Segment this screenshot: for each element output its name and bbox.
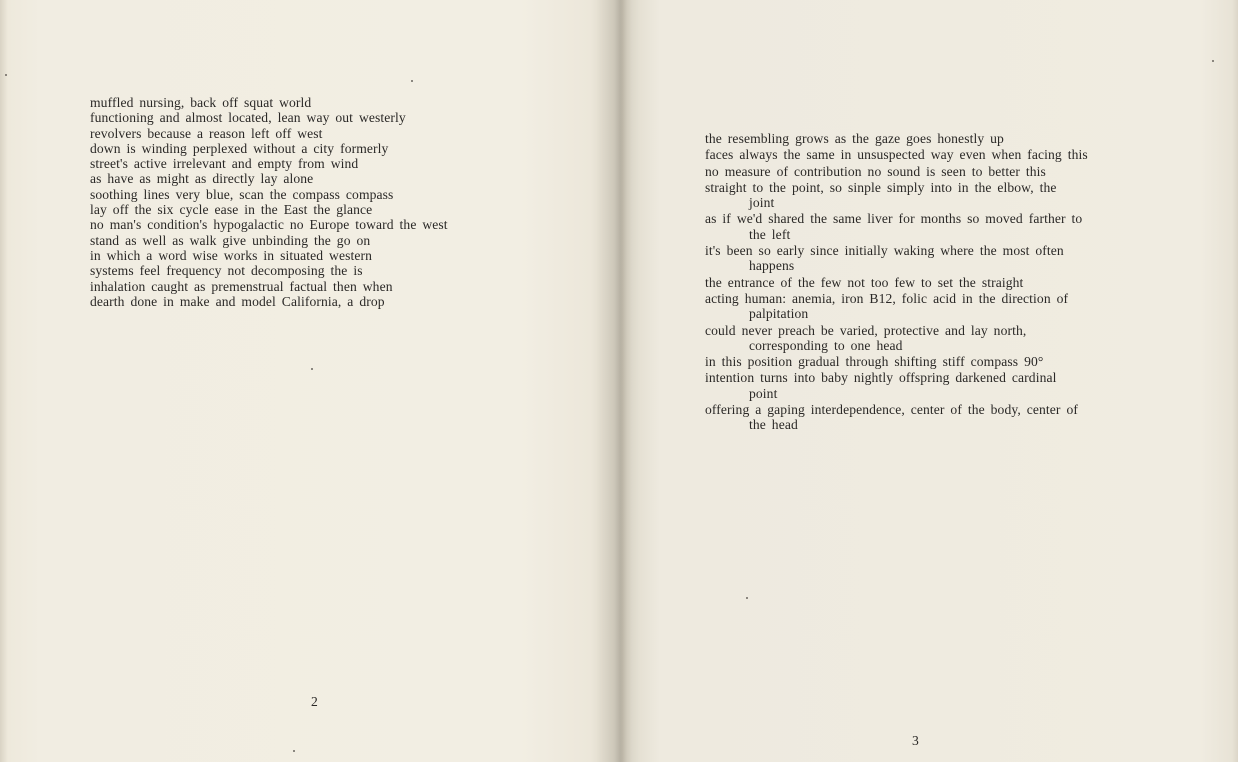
poem-line: no measure of contribution no sound is seen to better this (705, 163, 1046, 179)
poem-line: could never preach be varied, protective and lay north, (705, 322, 1027, 338)
page-number-right: 3 (912, 733, 919, 748)
poem-line: stand as well as walk give unbinding the go on (90, 232, 371, 248)
poem-line: the resembling grows as the gaze goes honestly up (705, 131, 1004, 146)
poem-line: offering a gaping interdependence, center of the body, center of (705, 402, 1078, 418)
poem-line: down is winding perplexed without a city formerly (90, 140, 389, 156)
paper-speck (411, 80, 413, 82)
paper-speck (5, 74, 7, 76)
poem-line-continuation: palpitation (749, 306, 809, 322)
poem-line: straight to the point, so sinple simply into in the elbow, the (705, 179, 1057, 195)
poem-line: intention turns into baby nightly offspring darkened cardinal (705, 370, 1057, 386)
poem-line: as if we'd shared the same liver for months so moved farther to (705, 211, 1083, 227)
poem-line: street's active irrelevant and empty from wind (90, 156, 359, 172)
poem-line: dearth done in make and model California, a drop (90, 293, 385, 309)
poem-line-continuation: point (749, 385, 778, 401)
poem-line: systems feel frequency not decomposing the is (90, 263, 363, 279)
poem-line-continuation: joint (749, 195, 775, 211)
right-page (624, 0, 1238, 762)
poem-line: as have as might as directly lay alone (90, 171, 314, 187)
poem-line-continuation: corresponding to one head (749, 337, 903, 353)
paper-speck (311, 368, 313, 370)
poem-line: acting human: anemia, iron B12, folic acid in the direction of (705, 290, 1069, 306)
poem-line: revolvers because a reason left off west (90, 125, 323, 141)
poem-line: muffled nursing, back off squat world (90, 95, 312, 110)
poem-line-continuation: the head (749, 417, 798, 433)
poem-line: soothing lines very blue, scan the compass compass (90, 186, 394, 202)
poem-line: in this position gradual through shifting stiff compass 90° (705, 354, 1044, 370)
poem-line: in which a word wise works in situated western (90, 247, 373, 263)
poem-line: no man's condition's hypogalactic no Europe toward the west (90, 217, 448, 233)
poem-line: it's been so early since initially waking where the most often (705, 243, 1064, 259)
poem-line: faces always the same in unsuspected way even when facing this (705, 147, 1088, 163)
page-number-left: 2 (311, 694, 318, 709)
left-poem (90, 95, 448, 309)
paper-speck (293, 750, 295, 752)
right-poem (705, 130, 1088, 433)
paper-speck (1212, 60, 1214, 62)
poem-line: lay off the six cycle ease in the East the glance (90, 202, 373, 218)
poem-line: inhalation caught as premenstrual factual then when (90, 278, 393, 294)
paper-speck (746, 597, 748, 599)
poem-line-continuation: happens (749, 258, 795, 274)
poem-line-continuation: the left (749, 226, 791, 242)
poem-line: the entrance of the few not too few to set the straight (705, 274, 1024, 290)
poem-line: functioning and almost located, lean way out westerly (90, 110, 406, 126)
